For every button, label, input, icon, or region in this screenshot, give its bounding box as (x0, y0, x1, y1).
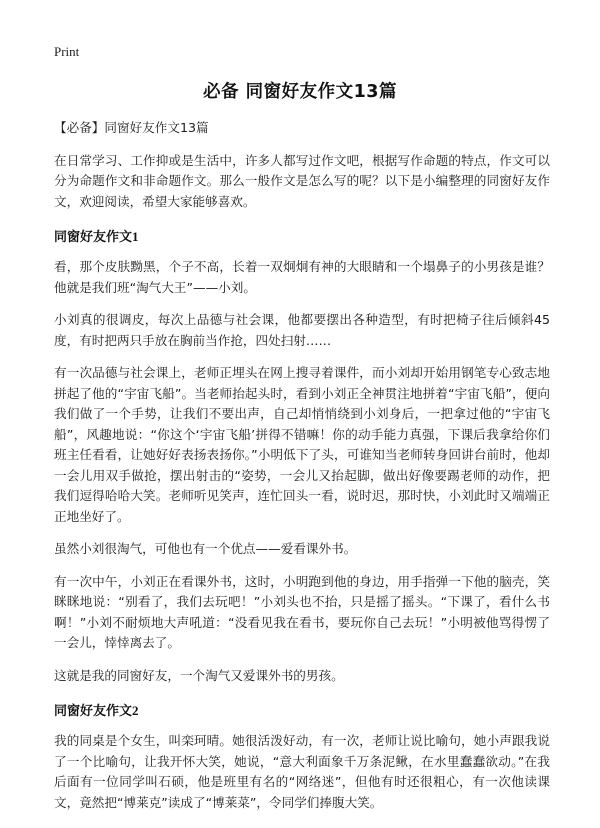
essay1-paragraph: 有一次品德与社会课上，老师正埋头在网上搜寻着课件，而小刘却开始用钢笔专心致志地拼起了他的“宇宙飞船”。当老师抬起头时，看到小刘正全神贯注地拼着“宇宙飞船”，便向我们做了一个手势，让我们不要出声，自己却悄悄绕到小刘身后，一把拿过他的“宇宙飞船”，风趣地说：“你这个‘宇宙飞船’拼得不错嘛！你的动手能力真强，下课后我拿给你们班主任看看，让她好好表扬表扬你。”小明低下了头，可谁知当老师转身回讲台前时，他却一会儿用双手做抢，摆出射击的“姿势，一会儿又抬起脚，做出好像要踢老师的动作，把我们逗得哈哈大笑。老师听见笑声，连忙回头一看，说时迟，那时快，小刘此时又端端正正地坐好了。 (54, 365, 550, 524)
intro-line: 【必备】同窗好友作文13篇 (54, 120, 209, 135)
essay1-heading: 同窗好友作文1 (54, 229, 139, 244)
essay2-heading: 同窗好友作文2 (54, 703, 139, 718)
essay1-paragraph: 虽然小刘很淘气，可他也有一个优点——爱看课外书。 (54, 541, 357, 556)
essay1-paragraph: 有一次中午，小刘正在看课外书，这时，小明跑到他的身边，用手指弹一下他的脑壳，笑眯眯地说：“别看了，我们去玩吧！”小刘头也不抬，只是摇了摇头。“下课了，看什么书啊！”小刘不耐烦地大声吼道：“没看见我在看书，要玩你自己去玩！”小明被他骂得愣了一会儿，悻悻离去了。 (54, 573, 550, 650)
page-title: 必备 同窗好友作文13篇 (203, 82, 397, 102)
document-body (54, 118, 550, 825)
essay2-paragraph: 我的同桌是个女生，叫栾珂晴。她很活泼好动，有一次，老师让说比喻句，她小声跟我说了一个比喻句，让我开怀大笑，她说，“意大利面象千万条泥鳅，在水里蠢蠢欲动。”在我后面有一位同学叫石硕，他是班里有名的“网络迷”，但他有时还很粗心，有一次他读课文，竟然把“博莱克”读成了“博莱菜”，令同学们捧腹大笑。 (54, 733, 550, 810)
essay1-paragraph: 看，那个皮肤黝黑，个子不高，长着一双炯炯有神的大眼睛和一个塌鼻子的小男孩是谁？他就是我们班“淘气大王”——小刘。 (54, 259, 550, 295)
print-label: Print (54, 44, 80, 59)
essay1-paragraph: 小刘真的很调皮，每次上品德与社会课，他都要摆出各种造型，有时把椅子往后倾斜45度，有时把两只手放在胸前当作抢，四处扫射…… (54, 312, 550, 348)
intro-paragraph: 在日常学习、工作抑或是生活中，许多人都写过作文吧，根据写作命题的特点，作文可以分为命题作文和非命题作文。那么一般作文是怎么写的呢？以下是小编整理的同窗好友作文，欢迎阅读，希望大家能够喜欢。 (54, 152, 550, 209)
essay1-paragraph: 这就是我的同窗好友，一个淘气又爱课外书的男孩。 (54, 667, 344, 683)
